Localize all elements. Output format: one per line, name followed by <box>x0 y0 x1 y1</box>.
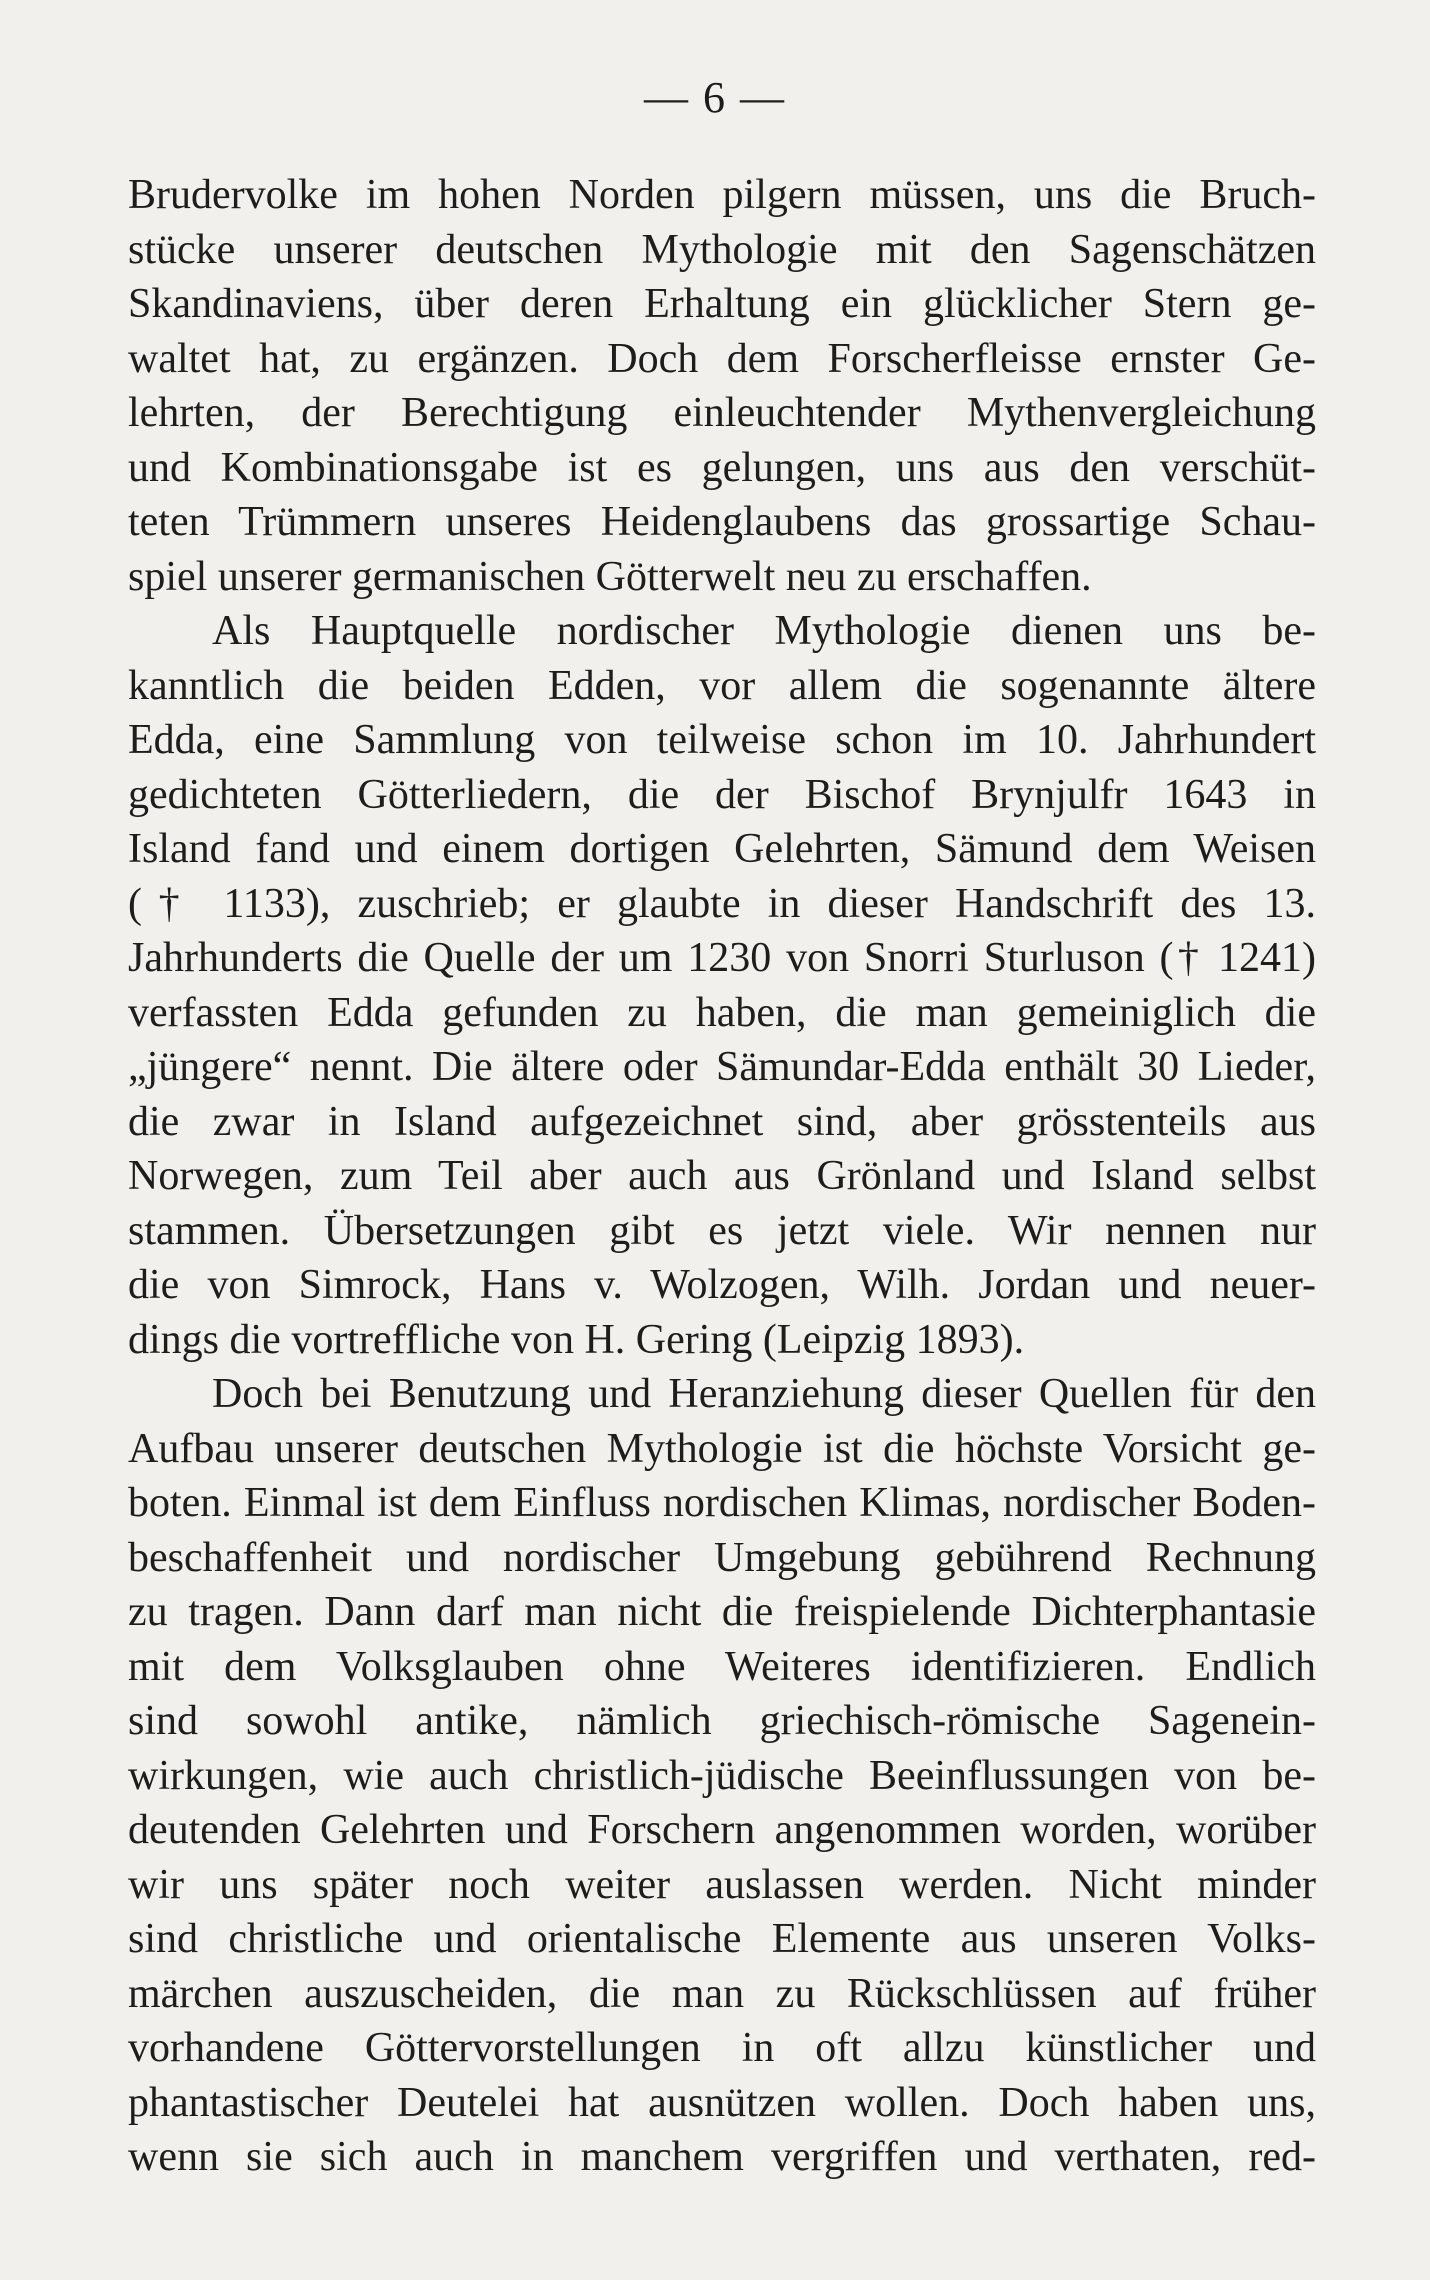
text-line: die von Simrock, Hans v. Wolzogen, Wilh. Jordan und neuer- <box>128 1262 1316 1308</box>
text-line: spiel unserer germanischen Götterwelt neu zu erschaffen. <box>128 553 1092 600</box>
text-line: phantastischer Deutelei hat ausnützen wollen. Doch haben uns, <box>128 2079 1316 2126</box>
text-line: Als Hauptquelle nordischer Mythologie dienen uns be- <box>212 608 1316 654</box>
text-line: Norwegen, zum Teil aber auch aus Grönland und Island selbst <box>128 1153 1316 1199</box>
body-text <box>128 168 1316 2185</box>
text-line: waltet hat, zu ergänzen. Doch dem Forscherfleisse ernster Ge- <box>128 335 1316 382</box>
text-line: dings die vortreffliche von H. Gering (Leipzig 1893). <box>128 1316 1025 1363</box>
text-line: stücke unserer deutschen Mythologie mit den Sagenschätzen <box>128 226 1316 273</box>
text-line: mit dem Volksglauben ohne Weiteres identifizieren. Endlich <box>128 1643 1316 1690</box>
text-line: Aufbau unserer deutschen Mythologie ist die höchste Vorsicht ge- <box>128 1425 1316 1472</box>
text-line: „jüngere“ nennt. Die ältere oder Sämundar-Edda enthält 30 Lieder, <box>128 1044 1316 1090</box>
paragraph-1 <box>128 168 1316 604</box>
text-line: und Kombinationsgabe ist es gelungen, uns aus den verschüt- <box>128 444 1316 491</box>
text-line: Brudervolke im hohen Norden pilgern müssen, uns die Bruch- <box>128 172 1316 218</box>
text-line: deutenden Gelehrten und Forschern angenommen worden, worüber <box>128 1807 1316 1853</box>
text-line: sind sowohl antike, nämlich griechisch-römische Sagenein- <box>128 1698 1316 1744</box>
text-line: wir uns später noch weiter auslassen werden. Nicht minder <box>128 1861 1316 1908</box>
text-line: märchen auszuscheiden, die man zu Rückschlüssen auf früher <box>128 1970 1316 2017</box>
paragraph-3 <box>128 1367 1316 2185</box>
text-line: Edda, eine Sammlung von teilweise schon im 10. Jahrhundert <box>128 717 1316 763</box>
text-line: Island fand und einem dortigen Gelehrten, Sämund dem Weisen <box>128 826 1316 872</box>
text-line: boten. Einmal ist dem Einfluss nordischen Klimas, nordischer Boden- <box>128 1480 1316 1526</box>
text-line: gedichteten Götterliedern, die der Bischof Brynjulfr 1643 in <box>128 771 1316 818</box>
text-line: Jahrhunderts die Quelle der um 1230 von Snorri Sturluson († 1241) <box>128 935 1316 981</box>
text-line: († 1133), zuschrieb; er glaubte in dieser Handschrift des 13. <box>128 880 1316 927</box>
text-line: teten Trümmern unseres Heidenglaubens das grossartige Schau- <box>128 499 1316 545</box>
text-line: kanntlich die beiden Edden, vor allem die sogenannte ältere <box>128 662 1316 709</box>
text-line: lehrten, der Berechtigung einleuchtender Mythenvergleichung <box>128 390 1316 436</box>
text-line: sind christliche und orientalische Elemente aus unseren Volks- <box>128 1916 1316 1962</box>
text-line: Skandinaviens, über deren Erhaltung ein glücklicher Stern ge- <box>128 281 1316 327</box>
text-line: zu tragen. Dann darf man nicht die freispielende Dichterphantasie <box>128 1589 1316 1635</box>
page-number: — 6 — <box>644 73 786 122</box>
paragraph-2 <box>128 604 1316 1367</box>
text-line: wirkungen, wie auch christlich-jüdische Beeinflussungen von be- <box>128 1752 1316 1799</box>
text-line: Doch bei Benutzung und Heranziehung dieser Quellen für den <box>212 1371 1316 1417</box>
text-line: stammen. Übersetzungen gibt es jetzt viele. Wir nennen nur <box>128 1207 1316 1254</box>
text-line: beschaffenheit und nordischer Umgebung gebührend Rechnung <box>128 1534 1316 1581</box>
text-line: verfassten Edda gefunden zu haben, die man gemeiniglich die <box>128 989 1316 1036</box>
text-line: vorhandene Göttervorstellungen in oft allzu künstlicher und <box>128 2025 1316 2071</box>
text-line: die zwar in Island aufgezeichnet sind, aber grösstenteils aus <box>128 1098 1316 1145</box>
text-line: wenn sie sich auch in manchem vergriffen und verthaten, red- <box>128 2134 1316 2180</box>
